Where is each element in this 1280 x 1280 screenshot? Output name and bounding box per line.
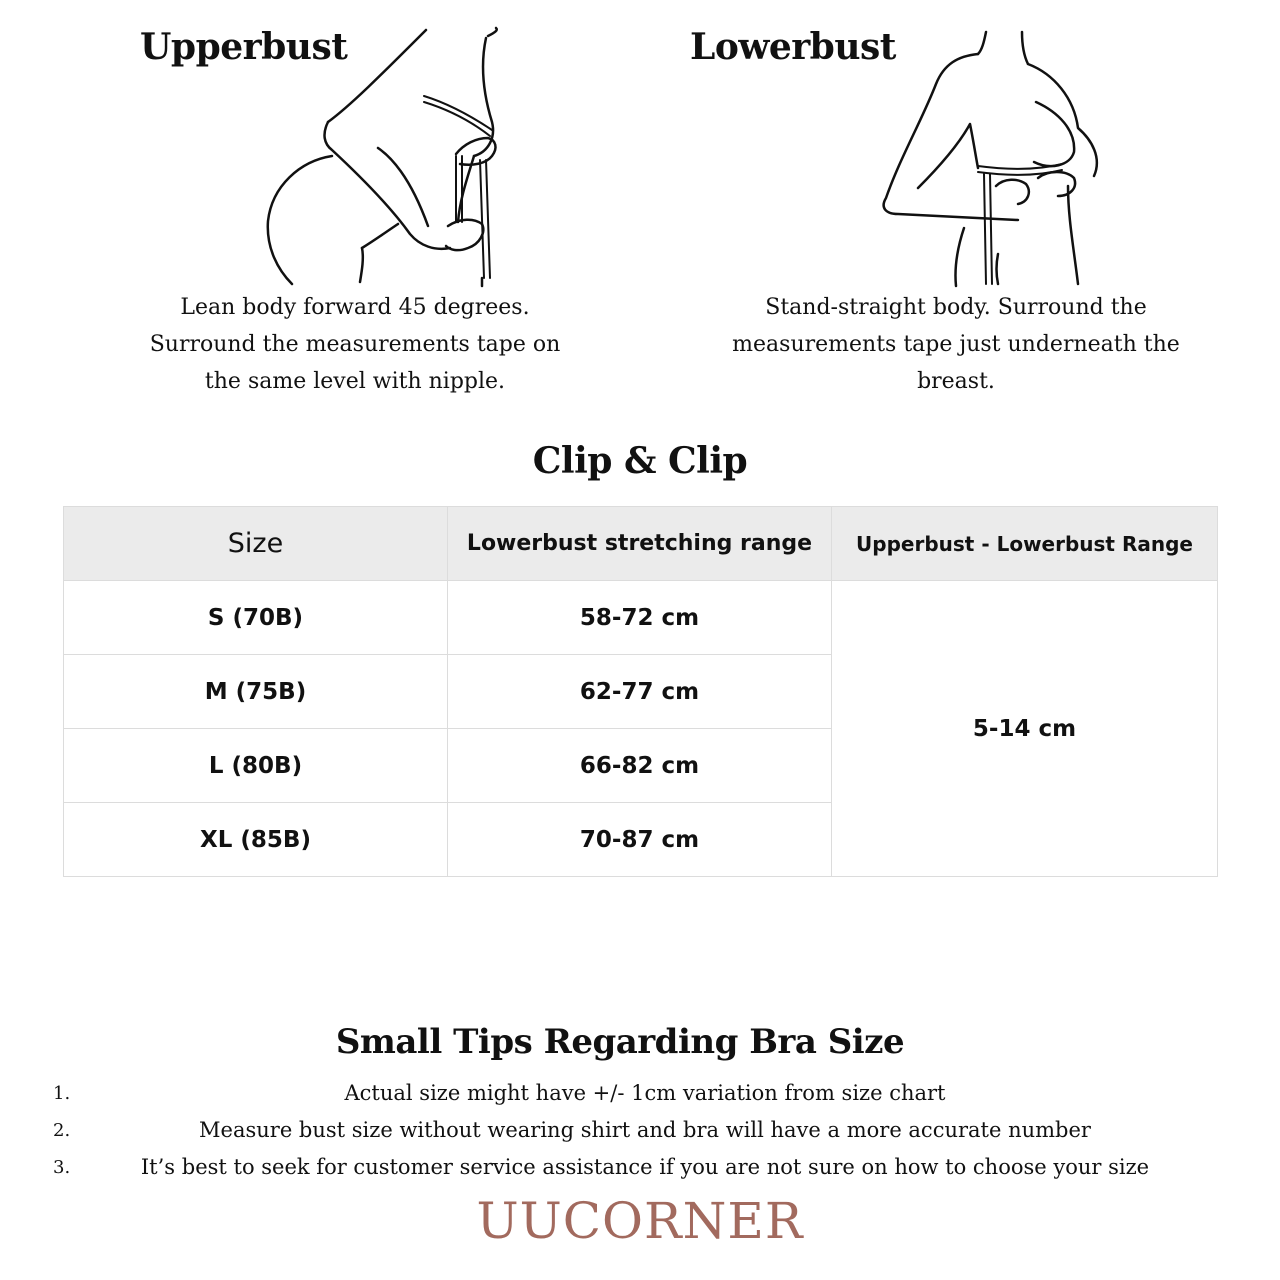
range-cell: 70-87 cm: [448, 803, 832, 877]
range-cell: 58-72 cm: [448, 581, 832, 655]
lowerbust-description: [696, 289, 1216, 400]
tip-text: Measure bust size without wearing shirt and bra will have a more accurate number: [199, 1118, 1091, 1142]
lowerbust-line-1: Stand-straight body. Surround the: [765, 295, 1147, 320]
tip-number: 3.: [53, 1157, 71, 1178]
upperbust-description: [105, 289, 605, 400]
header-upper-lower-range: Upperbust - Lowerbust Range: [832, 507, 1218, 581]
lowerbust-line-3: breast.: [917, 369, 995, 394]
size-table-title: Clip & Clip: [532, 440, 748, 482]
size-cell: S (70B): [64, 581, 448, 655]
header-size: Size: [64, 507, 448, 581]
header-lowerbust-range: Lowerbust stretching range: [448, 507, 832, 581]
size-cell: XL (85B): [64, 803, 448, 877]
table-header-row: [64, 507, 1218, 581]
tip-number: 1.: [53, 1083, 71, 1104]
tip-text: It’s best to seek for customer service assistance if you are not sure on how to choose your size: [140, 1155, 1150, 1179]
range-cell: 66-82 cm: [448, 729, 832, 803]
brand-logo: UUCORNER: [476, 1192, 804, 1250]
upperbust-line-3: the same level with nipple.: [204, 369, 506, 394]
table-row: [64, 581, 1218, 655]
list-item: [50, 1112, 1210, 1149]
difference-cell: 5-14 cm: [832, 581, 1218, 877]
list-item: [50, 1149, 1210, 1186]
tip-text: Actual size might have +/- 1cm variation from size chart: [344, 1081, 946, 1105]
list-item: [50, 1075, 1210, 1112]
upperbust-illustration-icon: [260, 26, 510, 288]
upperbust-line-1: Lean body forward 45 degrees.: [180, 295, 530, 320]
upperbust-title: Upperbust: [140, 26, 348, 68]
range-cell: 62-77 cm: [448, 655, 832, 729]
tip-number: 2.: [53, 1120, 71, 1141]
lowerbust-title: Lowerbust: [690, 26, 896, 68]
size-cell: L (80B): [64, 729, 448, 803]
size-cell: M (75B): [64, 655, 448, 729]
tips-title: Small Tips Regarding Bra Size: [335, 1022, 905, 1062]
lowerbust-illustration-icon: [878, 28, 1110, 288]
upperbust-line-2: Surround the measurements tape on: [149, 332, 561, 357]
tips-list: [50, 1075, 1210, 1186]
lowerbust-line-2: measurements tape just underneath the: [732, 332, 1180, 357]
size-chart-table: [63, 506, 1218, 877]
